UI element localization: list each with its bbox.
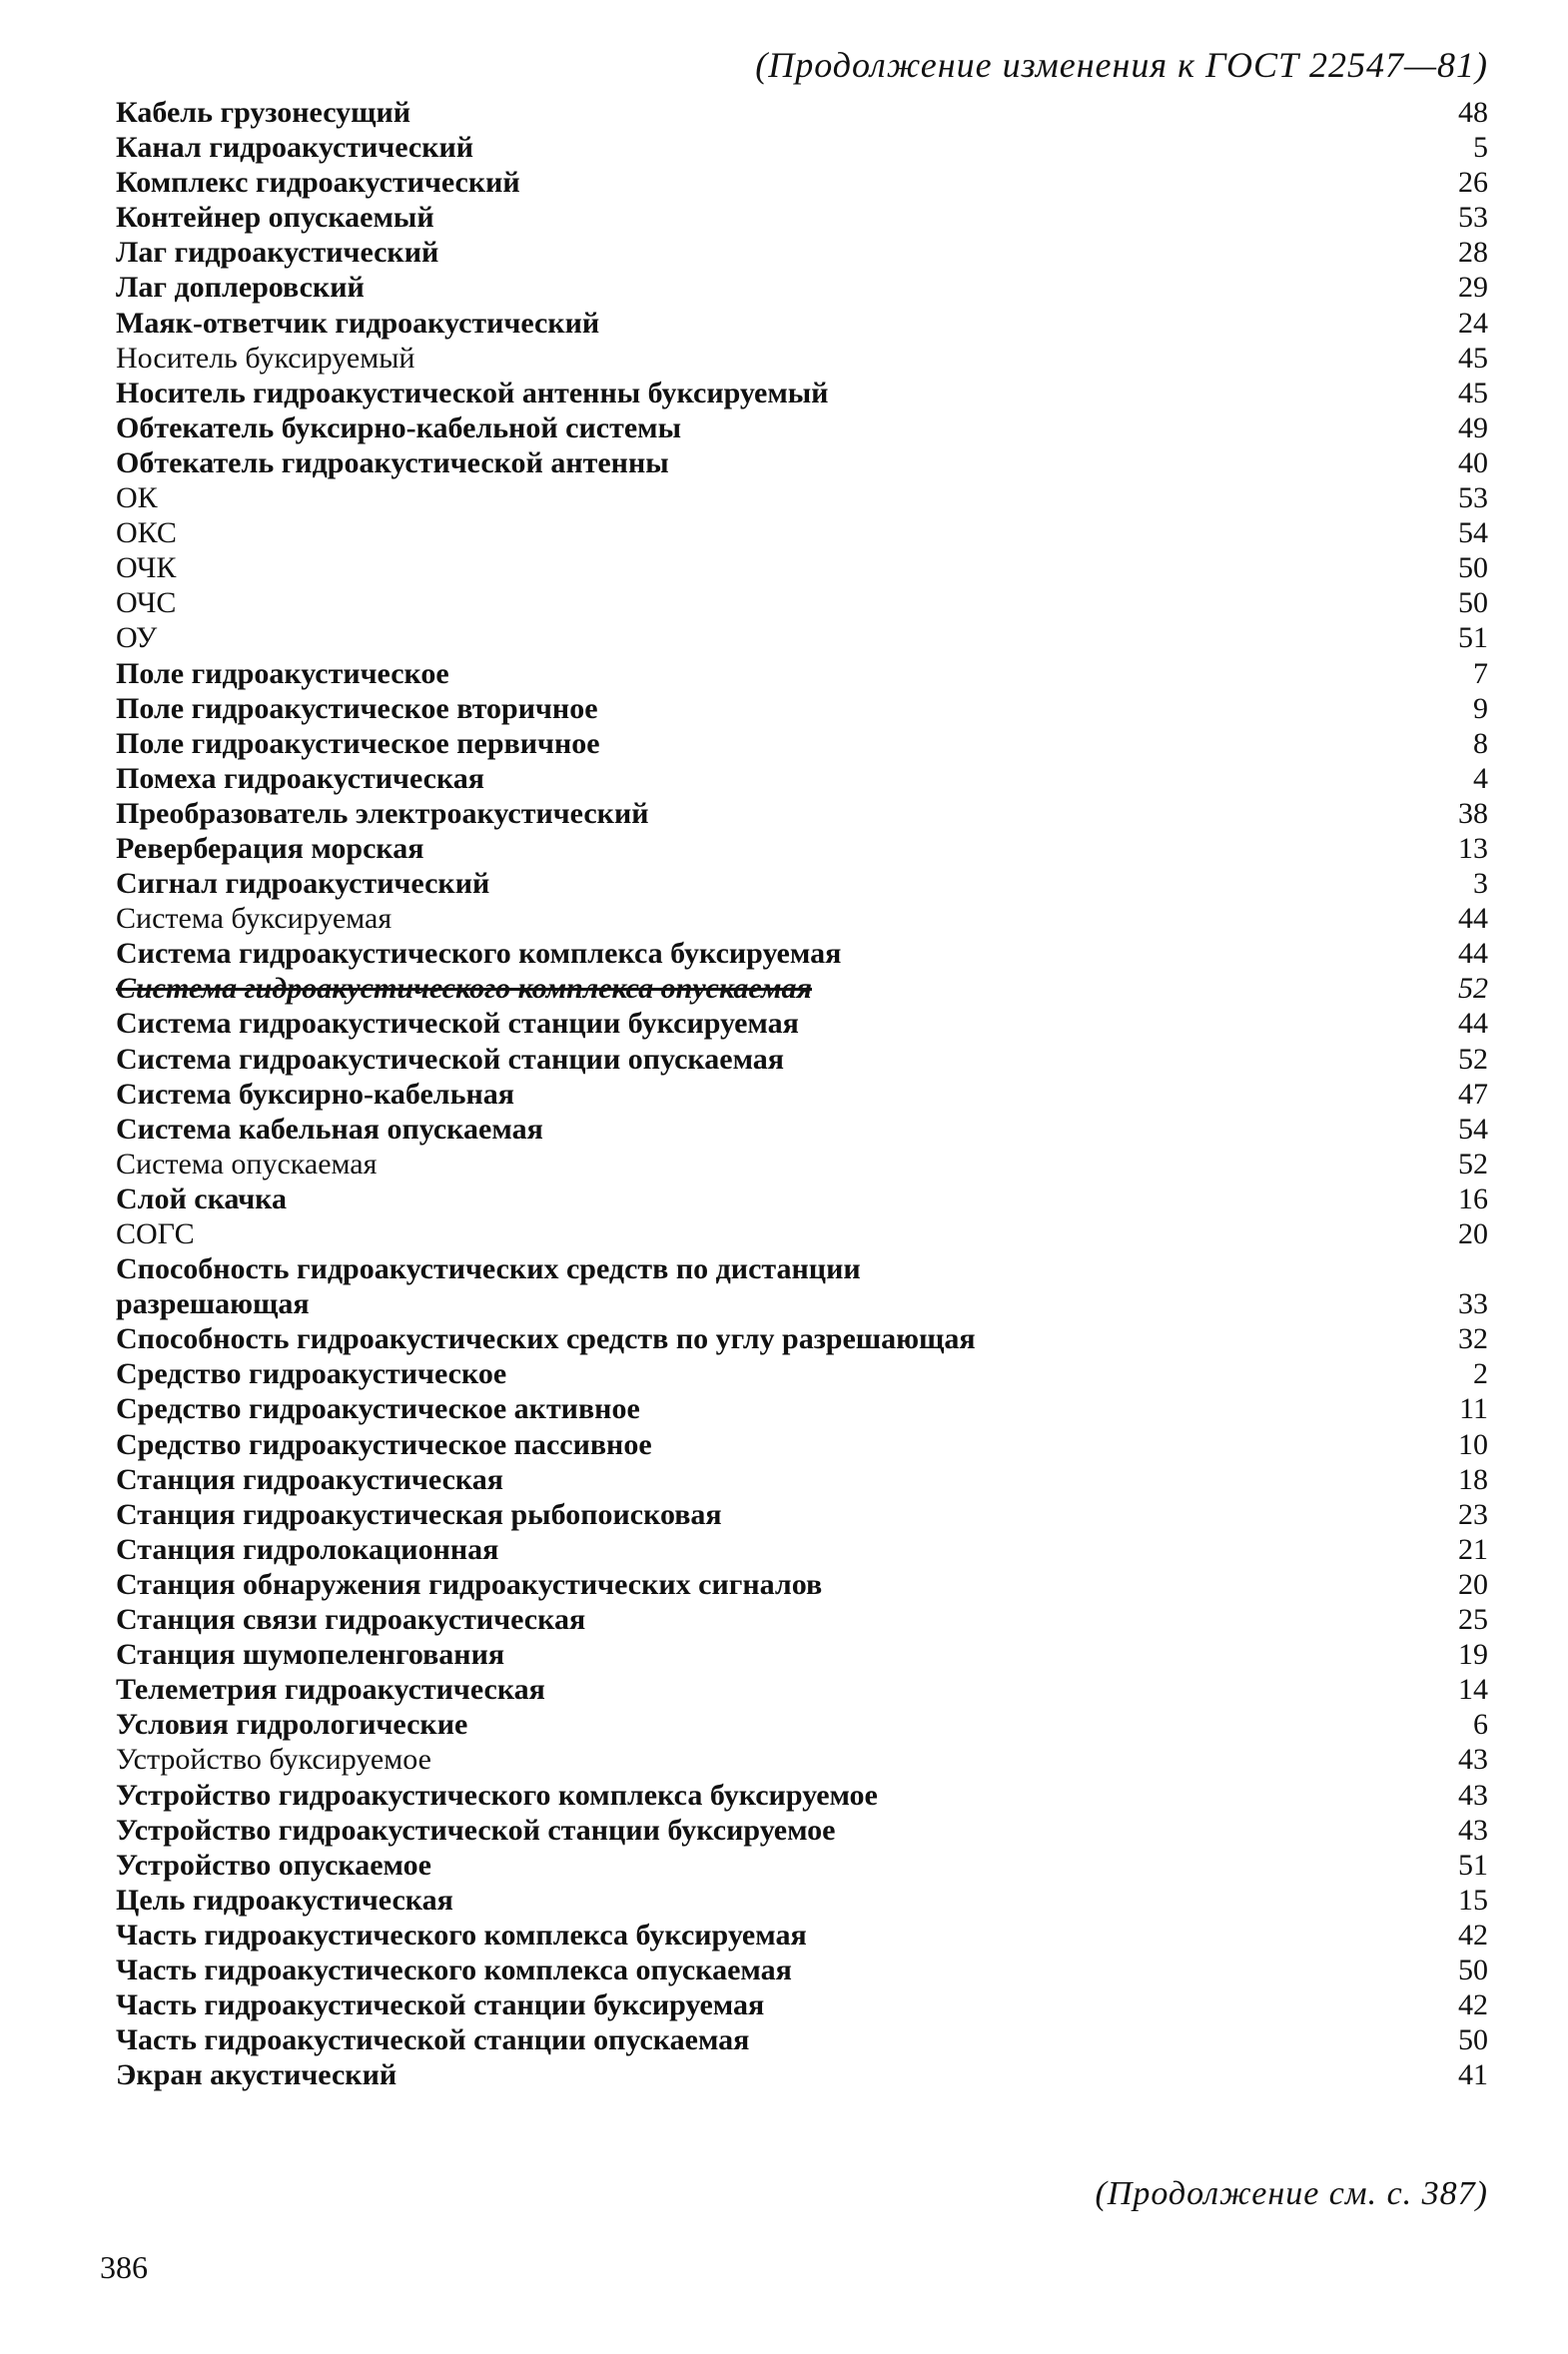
index-page-number: 54: [1458, 516, 1488, 550]
index-page-number: 38: [1458, 796, 1488, 830]
index-term: Реверберация морская: [116, 831, 424, 865]
index-term: Телеметрия гидроакустическая: [116, 1673, 545, 1707]
index-page-number: 49: [1458, 410, 1488, 444]
index-entry: [110, 1286, 1488, 1321]
index-entry: [110, 1918, 1488, 1953]
index-page-number: 44: [1458, 1007, 1488, 1041]
index-term: Слой скачка: [116, 1181, 287, 1215]
index-term: Часть гидроакустического комплекса буксируемая: [116, 1918, 807, 1952]
index-term: СОГС: [116, 1217, 195, 1250]
index-page-number: 43: [1458, 1743, 1488, 1777]
index-page-number: 26: [1458, 166, 1488, 200]
index-page-number: 20: [1458, 1567, 1488, 1601]
index-entry: [110, 901, 1488, 936]
index-term: Система гидроакустического комплекса буксируемая: [116, 937, 842, 971]
index-entry: [110, 445, 1488, 480]
index-term: Способность гидроакустических средств по углу разрешающая: [116, 1322, 976, 1356]
index-page-number: 16: [1458, 1181, 1488, 1215]
index-term: Маяк-ответчик гидроакустический: [116, 306, 600, 340]
index-term: Устройство буксируемое: [116, 1743, 431, 1777]
index-page-number: 45: [1458, 341, 1488, 375]
index-page-number: 21: [1458, 1532, 1488, 1566]
index-term: Помеха гидроакустическая: [116, 761, 485, 795]
index-entry: [110, 831, 1488, 866]
index-entry: [110, 1112, 1488, 1147]
index-page-number: 7: [1473, 656, 1488, 690]
index-entry: [110, 1532, 1488, 1567]
index-entry: [110, 1251, 1488, 1286]
index-page-number: 47: [1458, 1077, 1488, 1111]
index-page-number: 6: [1473, 1708, 1488, 1742]
index-page-number: 25: [1458, 1603, 1488, 1637]
index-entry: [110, 200, 1488, 235]
index-page-number: 42: [1458, 1918, 1488, 1952]
index-term: Лаг гидроакустический: [116, 236, 439, 270]
index-term: Система гидроакустической станции буксируемая: [116, 1007, 799, 1041]
index-entry: [110, 971, 1488, 1006]
index-entry: [110, 620, 1488, 655]
index-entry: [110, 1778, 1488, 1813]
index-page-number: 41: [1458, 2058, 1488, 2092]
index-term: Контейнер опускаемый: [116, 201, 434, 235]
index-term: Экран акустический: [116, 2058, 397, 2092]
index-term: Устройство опускаемое: [116, 1848, 431, 1882]
index-entry: [110, 1006, 1488, 1041]
index-page-number: 4: [1473, 761, 1488, 795]
index-page-number: 50: [1458, 1953, 1488, 1986]
index-term: Кабель грузонесущий: [116, 96, 411, 129]
index-term: Устройство гидроакустического комплекса буксируемое: [116, 1778, 878, 1812]
index-entry: [110, 1637, 1488, 1672]
index-term: Станция шумопеленгования: [116, 1638, 505, 1672]
index-entry: [110, 1602, 1488, 1637]
index-entry: [110, 480, 1488, 515]
index-term: Устройство гидроакустической станции буксируемое: [116, 1813, 836, 1847]
index-page-number: 9: [1473, 691, 1488, 725]
index-term: Часть гидроакустической станции буксируемая: [116, 1988, 765, 2022]
index-term: Поле гидроакустическое первичное: [116, 726, 600, 760]
index-entry: [110, 1181, 1488, 1216]
index-page-number: 28: [1458, 236, 1488, 270]
index-entry: [110, 761, 1488, 796]
index-term: Средство гидроакустическое активное: [116, 1392, 640, 1426]
index-page-number: 20: [1458, 1217, 1488, 1250]
index-term: ОКС: [116, 516, 177, 550]
index-page-number: 23: [1458, 1497, 1488, 1531]
index-entry: [110, 165, 1488, 200]
index-page-number: 13: [1458, 831, 1488, 865]
index-entry: [110, 235, 1488, 270]
index-entry: [110, 95, 1488, 130]
index-page-number: 50: [1458, 2023, 1488, 2057]
index-term: Обтекатель гидроакустической антенны: [116, 445, 669, 479]
continuation-header: (Продолжение изменения к ГОСТ 22547—81): [755, 45, 1488, 85]
index-page-number: 24: [1458, 306, 1488, 340]
index-page-number: 3: [1473, 867, 1488, 901]
index-page-number: 11: [1459, 1392, 1488, 1426]
index-page-number: 51: [1458, 1848, 1488, 1882]
index-term: Станция гидролокационная: [116, 1532, 499, 1566]
index-page-number: 33: [1458, 1287, 1488, 1321]
index-page-number: 50: [1458, 551, 1488, 585]
index-term: Станция гидроакустическая рыбопоисковая: [116, 1497, 722, 1531]
index-page-number: 15: [1458, 1883, 1488, 1917]
index-term: Лаг доплеровский: [116, 271, 365, 305]
index-entry: [110, 691, 1488, 726]
index-term: Поле гидроакустическое вторичное: [116, 691, 598, 725]
index-entry: [110, 2057, 1488, 2092]
index-page-number: 18: [1458, 1462, 1488, 1496]
index-term: Система буксирно-кабельная: [116, 1077, 514, 1111]
index-term: Носитель гидроакустической антенны буксируемый: [116, 376, 829, 409]
index-page-number: 40: [1458, 445, 1488, 479]
index-term: ОЧК: [116, 551, 177, 585]
page-number: 386: [100, 2249, 148, 2285]
index-entry: [110, 1742, 1488, 1777]
index-entry: [110, 1987, 1488, 2022]
index-term: Цель гидроакустическая: [116, 1883, 453, 1917]
index-term: Станция обнаружения гидроакустических сигналов: [116, 1567, 823, 1601]
index-entry: [110, 550, 1488, 585]
index-term: Сигнал гидроакустический: [116, 867, 490, 901]
index-entry: [110, 1567, 1488, 1602]
index-entry: [110, 2022, 1488, 2057]
index-entry: [110, 1707, 1488, 1742]
index-term: Носитель буксируемый: [116, 341, 415, 375]
index-entry: [110, 1321, 1488, 1356]
index-term: ОЧС: [116, 586, 177, 620]
index-term: Система опускаемая: [116, 1147, 378, 1180]
index-entry: [110, 1077, 1488, 1112]
index-page-number: 54: [1458, 1112, 1488, 1146]
index-page-number: 43: [1458, 1813, 1488, 1847]
index-entry: [110, 130, 1488, 165]
index-entry: [110, 1042, 1488, 1077]
index-page-number: 32: [1458, 1322, 1488, 1356]
index-entry: [110, 306, 1488, 341]
index-entry: [110, 1147, 1488, 1181]
index-page-number: 52: [1458, 972, 1488, 1006]
index-term: Система гидроакустической станции опускаемая: [116, 1042, 785, 1076]
index-term: Система гидроакустического комплекса опускаемая: [116, 972, 813, 1006]
index-term: Комплекс гидроакустический: [116, 166, 520, 200]
index-entry: [110, 1813, 1488, 1848]
index-page-number: 8: [1473, 726, 1488, 760]
index-entry: [110, 410, 1488, 445]
index-term: разрешающая: [116, 1287, 310, 1321]
index-entry: [110, 656, 1488, 691]
index-term: Станция гидроакустическая: [116, 1462, 503, 1496]
index-page-number: 14: [1458, 1673, 1488, 1707]
index-entry: [110, 376, 1488, 410]
index-term: Поле гидроакустическое: [116, 656, 449, 690]
index-entry: [110, 1848, 1488, 1883]
index-entry: [110, 796, 1488, 831]
index-entry: [110, 1216, 1488, 1251]
index-entry: [110, 1462, 1488, 1497]
index-term: Способность гидроакустических средств по дистанции: [116, 1252, 861, 1286]
index-page-number: 48: [1458, 96, 1488, 129]
index-page-number: 50: [1458, 586, 1488, 620]
index-term: Часть гидроакустического комплекса опускаемая: [116, 1953, 792, 1986]
index-entry: [110, 866, 1488, 901]
index-term: Система буксируемая: [116, 902, 392, 936]
index-entry: [110, 1427, 1488, 1462]
index-entry: [110, 1391, 1488, 1426]
index-entry: [110, 1953, 1488, 1987]
index-page-number: 2: [1473, 1357, 1488, 1391]
index-term: Средство гидроакустическое: [116, 1357, 507, 1391]
index-page-number: 29: [1458, 271, 1488, 305]
index-term: Условия гидрологические: [116, 1708, 468, 1742]
index-entry: [110, 1672, 1488, 1707]
index-page-number: 42: [1458, 1988, 1488, 2022]
index-entry: [110, 585, 1488, 620]
index-entry: [110, 1356, 1488, 1391]
index-page-number: 53: [1458, 481, 1488, 515]
index-term: Станция связи гидроакустическая: [116, 1603, 586, 1637]
index-entry: [110, 726, 1488, 761]
index-page-number: 5: [1473, 131, 1488, 165]
index-term: Система кабельная опускаемая: [116, 1112, 543, 1146]
index-term: Канал гидроакустический: [116, 131, 474, 165]
index-term: Обтекатель буксирно-кабельной системы: [116, 410, 681, 444]
index-term: Часть гидроакустической станции опускаемая: [116, 2023, 750, 2057]
index-entry: [110, 936, 1488, 971]
index-term: Средство гидроакустическое пассивное: [116, 1427, 652, 1461]
index-entry: [110, 1883, 1488, 1918]
index-term: Преобразователь электроакустический: [116, 796, 649, 830]
index-page-number: 45: [1458, 376, 1488, 409]
index-term: ОК: [116, 481, 158, 515]
index-page-number: 53: [1458, 201, 1488, 235]
index-entry: [110, 515, 1488, 550]
index-page-number: 52: [1458, 1042, 1488, 1076]
index-page-number: 19: [1458, 1638, 1488, 1672]
continuation-footer: (Продолжение см. с. 387): [1095, 2175, 1488, 2212]
index-page-number: 52: [1458, 1147, 1488, 1180]
index-page-number: 43: [1458, 1778, 1488, 1812]
index-entry: [110, 270, 1488, 305]
index-term: ОУ: [116, 621, 158, 655]
term-index-list: [110, 95, 1488, 2092]
index-page-number: 51: [1458, 621, 1488, 655]
index-page-number: 44: [1458, 902, 1488, 936]
index-page-number: 44: [1458, 937, 1488, 971]
index-entry: [110, 1497, 1488, 1532]
index-page-number: 10: [1458, 1427, 1488, 1461]
index-entry: [110, 341, 1488, 376]
